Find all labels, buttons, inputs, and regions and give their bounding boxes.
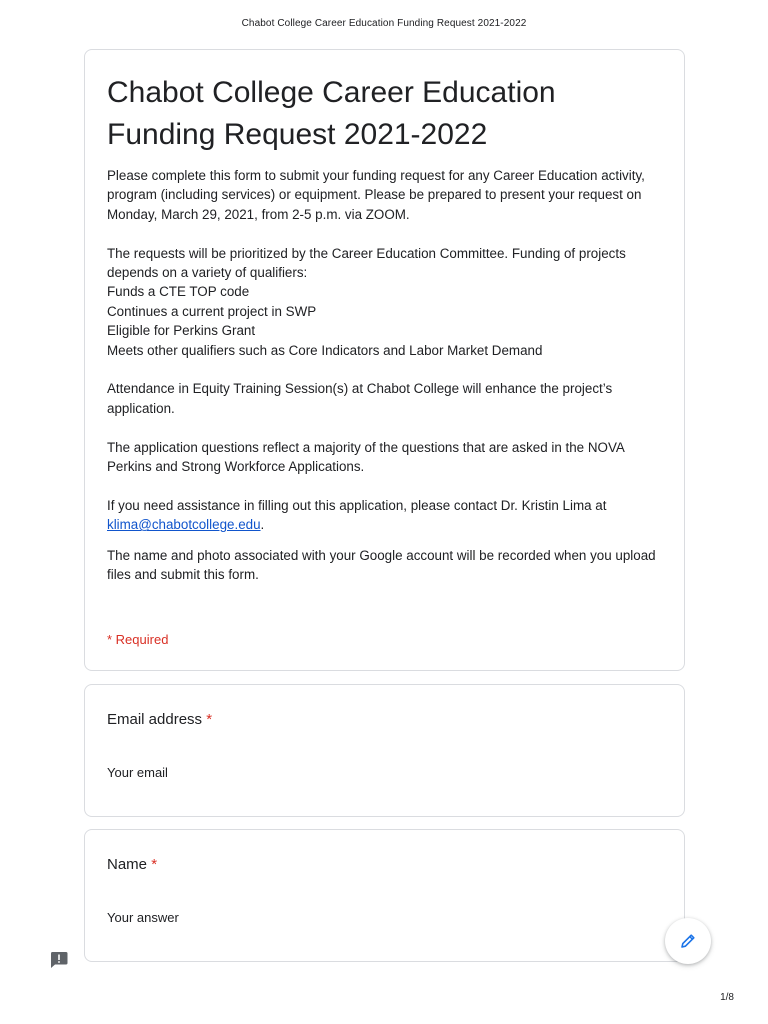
contact-suffix: . (260, 517, 265, 533)
name-label: Name (107, 856, 148, 873)
description-paragraph: Please complete this form to submit your funding request for any Career Education activity, program (including services) or equipment. Please be prepared to present your request on Monday, March 29, 2021, from 2-5 p.m. via ZOOM. (107, 168, 645, 222)
qualifier-item: Funds a CTE TOP code (107, 284, 250, 300)
description-paragraph: The application questions reflect a majority of the questions that are asked in the NOVA Perkins and Strong Workforce Applications. (107, 439, 625, 475)
form-description (107, 166, 667, 535)
email-field[interactable]: Your email (107, 765, 168, 780)
question-label (107, 711, 212, 728)
print-header: Chabot College Career Education Funding Request 2021-2022 (241, 18, 527, 29)
page-number: 1/8 (720, 992, 734, 1003)
question-email (84, 684, 685, 817)
required-asterisk: * (151, 856, 158, 873)
pencil-icon (678, 931, 698, 951)
contact-text: If you need assistance in filling out this application, please contact Dr. Kristin Lima at (107, 497, 607, 513)
contact-paragraph (107, 496, 667, 535)
report-problem-icon[interactable] (49, 950, 69, 970)
contact-email-link[interactable]: klima@chabotcollege.edu (107, 517, 261, 533)
form-title: Chabot College Career Education Funding Request 2021-2022 (107, 76, 556, 151)
email-label: Email address (107, 711, 203, 728)
upload-notice: The name and photo associated with your Google account will be recorded when you upload files and submit this form. (107, 548, 656, 583)
description-paragraph: The requests will be prioritized by the Career Education Committee. Funding of projects depends on a variety of qualifiers: (107, 245, 626, 281)
required-asterisk: * (206, 711, 213, 728)
qualifier-item: Continues a current project in SWP (107, 303, 317, 319)
description-paragraph: Attendance in Equity Training Session(s) at Chabot College will enhance the project’s application. (107, 381, 613, 416)
question-name (84, 829, 685, 962)
report-problem-icon-graphic (49, 950, 69, 970)
qualifier-item: Eligible for Perkins Grant (107, 323, 256, 339)
required-note: * Required (107, 632, 169, 647)
name-field[interactable]: Your answer (107, 910, 179, 925)
question-label (107, 856, 157, 873)
qualifier-item: Meets other qualifiers such as Core Indicators and Labor Market Demand (107, 342, 543, 358)
edit-button[interactable] (665, 918, 711, 964)
form-header-card (84, 49, 685, 671)
